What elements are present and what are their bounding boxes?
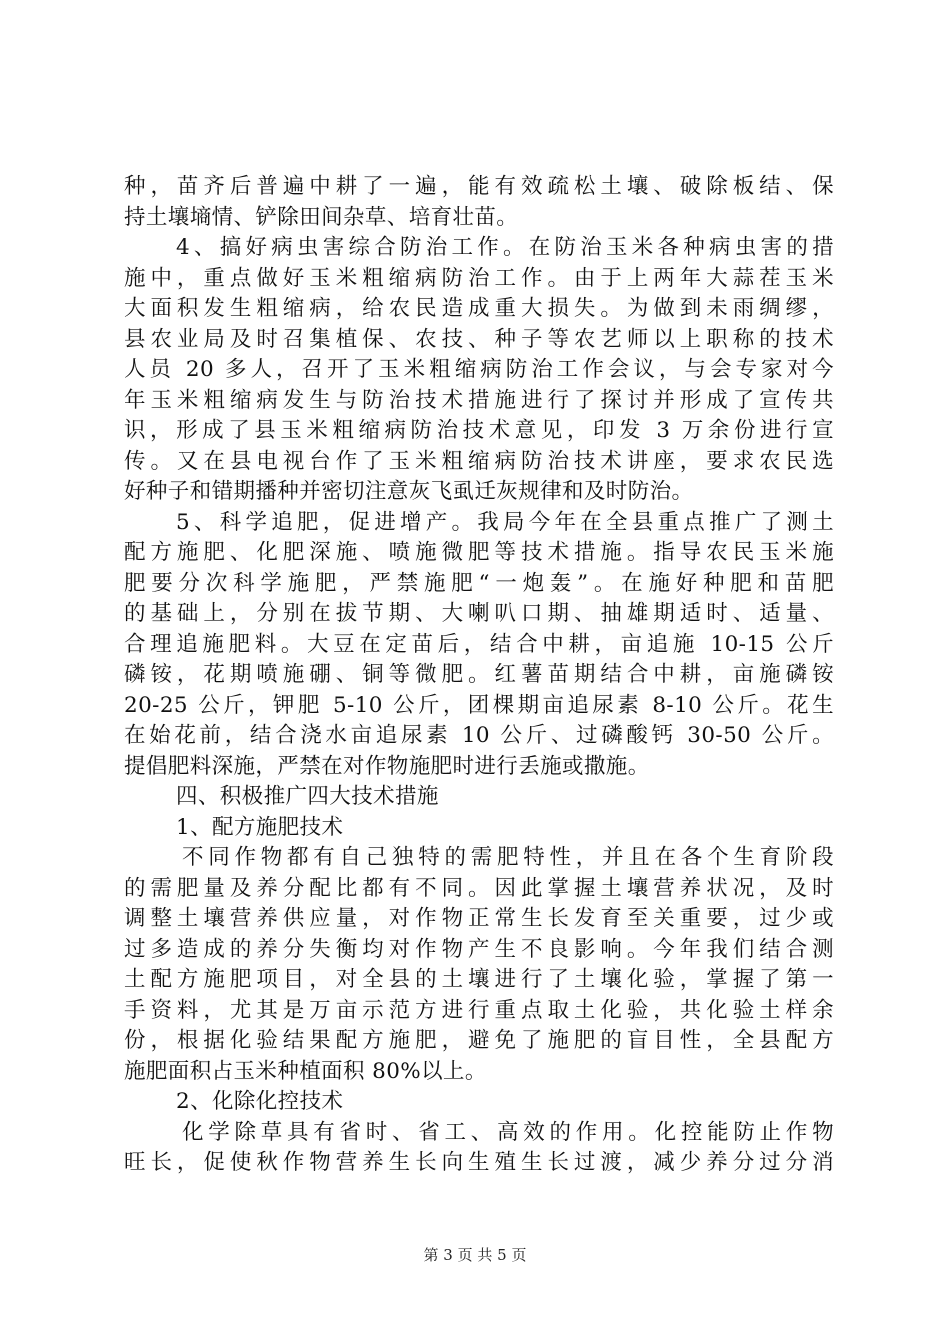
text-line: 5、科学追肥，促进增产。我局今年在全县重点推广了测土 [176,509,834,535]
subsection-heading: 1、配方施肥技术 [176,814,344,840]
text-line: 磷铵，花期喷施硼、铜等微肥。红薯苗期结合中耕，亩施磷铵 [124,662,834,687]
text-line: 年玉米粗缩病发生与防治技术措施进行了探讨并形成了宣传共 [124,387,834,413]
text-line: 不同作物都有自己独特的需肥特性，并且在各个生育阶段 [182,845,834,870]
text-line: 4、搞好病虫害综合防治工作。在防治玉米各种病虫害的措 [176,235,834,260]
page-number: 第 3 页 共 5 页 [423,1246,527,1264]
text-line: 提倡肥料深施，严禁在对作物施肥时进行丢施或撒施。 [124,753,650,779]
text-line: 大面积发生粗缩病，给农民造成重大损失。为做到未雨绸缪， [124,296,834,321]
text-line: 在始花前，结合浇水亩追尿素 10 公斤、过磷酸钙 30-50 公斤。 [124,723,834,748]
text-line: 人员 20 多人，召开了玉米粗缩病防治工作会议，与会专家对今 [124,357,834,382]
document-body [124,172,834,1179]
text-line: 持土壤墒情、铲除田间杂草、培育壮苗。 [124,204,519,230]
text-line: 手资料，尤其是万亩示范方进行重点取土化验，共化验土样余 [124,997,834,1023]
text-line: 肥要分次科学施肥，严禁施肥“一炮轰”。在施好种肥和苗肥 [124,570,834,596]
text-line: 施中，重点做好玉米粗缩病防治工作。由于上两年大蒜茬玉米 [124,265,834,291]
text-line: 合理追施肥料。大豆在定苗后，结合中耕，亩追施 10-15 公斤 [124,631,834,657]
text-line: 识，形成了县玉米粗缩病防治技术意见，印发 3 万余份进行宣 [124,418,834,443]
text-line: 配方施肥、化肥深施、喷施微肥等技术措施。指导农民玉米施 [124,540,834,565]
text-line: 县农业局及时召集植保、农技、种子等农艺师以上职称的技术 [124,326,834,352]
text-line: 土配方施肥项目，对全县的土壤进行了土壤化验，掌握了第一 [124,967,834,992]
section-heading: 四、积极推广四大技术措施 [176,784,439,809]
text-line: 20-25 公斤，钾肥 5-10 公斤，团棵期亩追尿素 8-10 公斤。花生 [124,692,834,718]
text-line: 的需肥量及养分配比都有不同。因此掌握土壤营养状况，及时 [124,875,834,901]
text-line: 化学除草具有省时、省工、高效的作用。化控能防止作物 [182,1119,834,1145]
text-line: 调整土壤营养供应量，对作物正常生长发育至关重要，过少或 [124,906,834,931]
text-line: 施肥面积占玉米种植面积 80%以上。 [124,1058,487,1084]
text-line: 种，苗齐后普遍中耕了一遍，能有效疏松土壤、破除板结、保 [124,174,834,199]
text-line: 好种子和错期播种并密切注意灰飞虱迁灰规律和及时防治。 [124,479,694,504]
text-line: 过多造成的养分失衡均对作物产生不良影响。今年我们结合测 [124,936,834,962]
text-line: 传。又在县电视台作了玉米粗缩病防治技术讲座，要求农民选 [124,448,834,474]
text-line: 旺长，促使秋作物营养生长向生殖生长过渡，减少养分过分消 [124,1150,834,1175]
text-line: 份，根据化验结果配方施肥，避免了施肥的盲目性，全县配方 [124,1028,834,1053]
subsection-heading: 2、化除化控技术 [176,1089,344,1114]
text-line: 的基础上，分别在拔节期、大喇叭口期、抽雄期适时、适量、 [124,601,834,626]
